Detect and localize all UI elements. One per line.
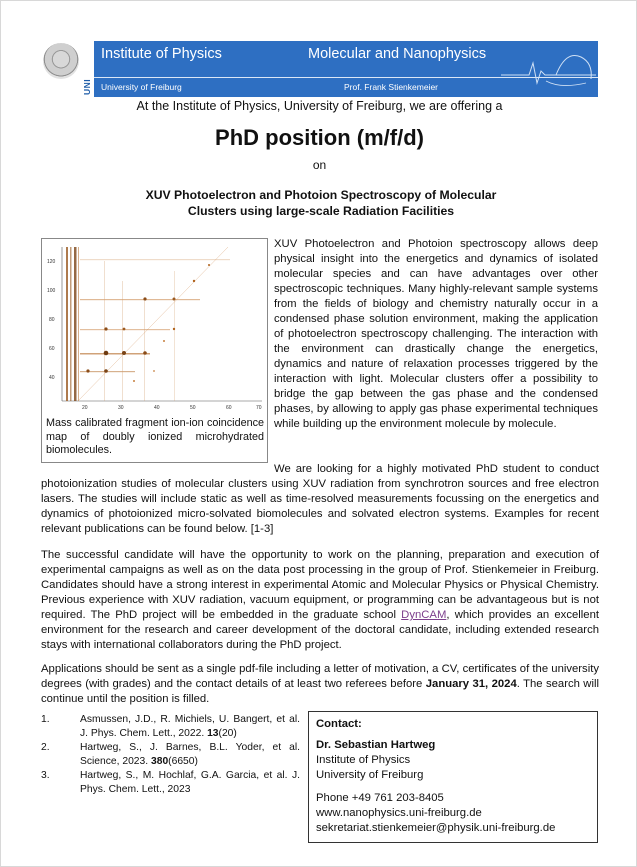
vertical-band [70,247,72,401]
coincidence-spot [104,351,109,356]
spectrum-wave-icon [501,45,596,93]
figure-box [41,238,268,463]
professor-subtitle: Prof. Frank Stienkemeier [344,82,439,92]
y-tick-label: 80 [49,317,55,323]
y-tick-label: 60 [49,346,55,352]
contact-website[interactable]: www.nanophysics.uni-freiburg.de [316,807,482,819]
vertical-streak [104,261,105,401]
y-tick-label: 120 [47,259,56,265]
coincidence-spot [163,340,165,342]
contact-institute: Institute of Physics [316,754,411,766]
coincidence-spot [86,369,89,372]
contact-box [308,711,598,843]
coincidence-spot [104,327,107,330]
coincidence-spot [173,298,176,301]
vertical-streak [122,281,123,401]
uni-freiburg-wordmark: UNI [82,78,92,95]
x-tick-label: 70 [256,405,262,411]
vertical-band [66,247,68,401]
university-subtitle: University of Freiburg [101,82,182,92]
coincidence-map [44,241,265,416]
coincidence-spot [153,370,155,372]
figure-caption: Mass calibrated fragment ion-ion coincidence map of doubly ionized microhydrated biomolecules. [46,417,264,456]
reference-item: 3. Hartweg, S., M. Hochlaf, G.A. Garcia, et al. J. Phys. Chem. Lett., 2023 [41,770,300,795]
coincidence-spot [104,369,108,373]
coincidence-spot [208,264,210,266]
coincidence-spot [193,280,195,282]
vertical-streak [174,271,175,401]
paragraph-candidate: The successful candidate will have the opportunity to work on the planning, preparation and execution of experimental campaigns as well as on the data post processing in the group of Prof. Stienkemeier in Freiburg. Candidates should have a strong interest in experimental Atomic and Molecular Physics or Physical Chemistry. Previous experience with XUV radiation, vacuum equipment, or programming can be advantageous but is not required. The PhD project will be embedded in the graduate school DynCAM, which provides an excellent environment for the research and career development of the doctoral candidate, including extended research stays with international collaborators during the PhD project. [41,549,599,651]
coincidence-spot [133,380,135,382]
paragraph-intro: XUV Photoelectron and Photoion spectroscopy allows deep physical insight into the energetics and dynamics of isolated molecular species and can have advantages over other spectroscopic techniques. Many highly-relevant sample systems from the fields of biology and chemistry naturally occur in a condensed phase solution environment, making the application of photoelectron spectroscopy challenging. The interaction with the environment can drastically change the energetics, dynamics and nature of relaxation processes triggered by the interaction with light. Molecular clusters offer a possibility to bridge the gap between the gas phase and the condensed phases, by allowing to apply gas phase experimental techniques while building up the environment molecule by molecule. [274,238,598,430]
x-tick-label: 40 [154,405,160,411]
y-tick-label: 40 [49,375,55,381]
coincidence-spot [143,351,147,355]
vertical-streak [144,301,145,401]
contact-heading: Contact: [316,718,362,730]
x-tick-label: 20 [82,405,88,411]
x-tick-label: 30 [118,405,124,411]
y-tick-label: 100 [47,288,56,294]
horizontal-streak [80,299,200,300]
page-title: PhD position (m/f/d) [215,125,424,150]
intro-line: At the Institute of Physics, University of Freiburg, we are offering a [136,99,503,113]
reference-item: 1. Asmussen, J.D., R. Michiels, U. Bangert, et al. J. Phys. Chem. Lett., 2022. 13(20) [41,714,300,739]
contact-name: Dr. Sebastian Hartweg [316,739,436,751]
contact-phone: Phone +49 761 203-8405 [316,792,444,804]
contact-university: University of Freiburg [316,769,424,781]
coincidence-spot [122,351,126,355]
institute-title: Institute of Physics [101,46,222,62]
group-title: Molecular and Nanophysics [308,46,487,62]
paragraph-position: We are looking for a highly motivated PhD student to conduct photoionization studies of molecular clusters using XUV radiation from synchrotron sources and free electron lasers. The studies will include static as well as time-resolved measurements focussing on the energetics and dynamics of photoionized micro-solvated biomolecules and solvated electron systems. Examples for recent relevant publications can be found below. [1-3] [41,463,599,535]
coincidence-spot [123,328,126,331]
title-connector: on [312,158,327,172]
paragraph-application: Applications should be sent as a single pdf-file including a letter of motivation, a CV, certificates of the university degrees (with grades) and the contact details of at least two referees before January 31, 2024. The search will continue until the position is filled. [41,663,599,705]
university-seal-logo [43,43,79,79]
deadline-date: January 31, 2024 [425,678,517,690]
dyncam-link[interactable]: DynCAM [401,609,447,621]
coincidence-spot [173,328,175,330]
contact-email[interactable]: sekretariat.stienkemeier@physik.uni-freiburg.de [316,822,556,834]
vertical-band [78,247,79,401]
vertical-band [74,247,77,401]
x-tick-label: 50 [190,405,196,411]
horizontal-streak [80,259,230,260]
horizontal-streak [80,353,150,355]
reference-item: 2. Hartweg, S., J. Barnes, B.L. Yoder, et al. Science, 2023. 380(6650) [41,742,300,767]
x-tick-label: 60 [226,405,232,411]
reference-list [41,713,301,797]
coincidence-spot [143,297,146,300]
project-subtitle: XUV Photoelectron and Photoion Spectroscopy of Molecular Clusters using large-scale Radiation Facilities [145,188,497,218]
